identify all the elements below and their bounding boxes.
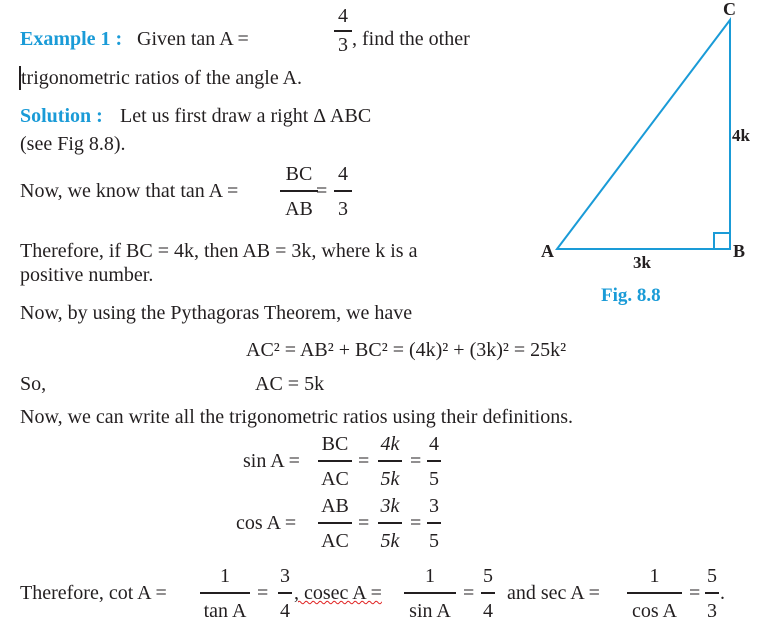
- right-angle-marker: [714, 233, 730, 249]
- figure-caption: Fig. 8.8: [601, 285, 661, 306]
- numerator: 4k: [380, 433, 400, 455]
- vertex-a-label: A: [541, 241, 554, 261]
- denominator: AB: [285, 198, 313, 220]
- numerator: BC: [285, 163, 313, 185]
- tan-text: Now, we know that tan A =: [20, 180, 239, 202]
- equals-sign: =: [358, 450, 370, 472]
- so-label: So,: [20, 373, 47, 395]
- numerator: 3k: [380, 495, 400, 517]
- side-bc-label: 4k: [732, 126, 750, 145]
- solution-line2: (see Fig 8.8).: [20, 133, 126, 155]
- equals-sign: =: [410, 512, 422, 534]
- denominator: sin A: [409, 600, 451, 622]
- numerator: 5: [707, 565, 717, 587]
- sec-label: and sec A =: [507, 582, 600, 604]
- vertex-b-label: B: [733, 241, 746, 261]
- cosec-label: , cosec A =: [294, 582, 382, 604]
- numerator: 1: [425, 565, 435, 587]
- example-line2: trigonometric ratios of the angle A.: [21, 67, 303, 89]
- numerator: 4: [338, 5, 348, 27]
- cos-label: cos A =: [236, 512, 297, 534]
- pythagoras-equation: AC² = AB² + BC² = (4k)² + (3k)² = 25k²: [246, 339, 567, 361]
- pythagoras-intro: Now, by using the Pythagoras Theorem, we have: [20, 302, 413, 324]
- denominator: cos A: [632, 600, 677, 622]
- ac-equation: AC = 5k: [255, 373, 325, 395]
- equals-sign: =: [410, 450, 422, 472]
- denominator: 5: [429, 530, 439, 552]
- numerator: 1: [649, 565, 660, 587]
- denominator: AC: [321, 530, 349, 552]
- side-ab-label: 3k: [633, 253, 651, 272]
- therefore-line1: Therefore, if BC = 4k, then AB = 3k, where k is a: [20, 240, 418, 262]
- example-text-after: , find the other: [352, 28, 470, 50]
- numerator: 3: [280, 565, 290, 587]
- equals-sign: =: [358, 512, 370, 534]
- numerator: BC: [321, 433, 349, 455]
- equals-sign: =: [463, 582, 475, 604]
- denominator: 3: [338, 198, 348, 220]
- definitions-text: Now, we can write all the trigonometric ratios using their definitions.: [20, 406, 574, 428]
- therefore-line2: positive number.: [20, 264, 154, 286]
- solution-label: Solution :: [20, 105, 103, 127]
- solution-text: Let us first draw a right Δ ABC: [120, 105, 372, 127]
- period: .: [720, 582, 725, 604]
- denominator: 3: [707, 600, 717, 622]
- final-prefix: Therefore, cot A =: [20, 582, 167, 604]
- example-label: Example 1 :: [20, 28, 123, 50]
- numerator: 4: [338, 163, 348, 185]
- equals-sign: =: [316, 180, 328, 202]
- numerator: 3: [429, 495, 439, 517]
- vertex-c-label: C: [723, 0, 736, 19]
- denominator: 3: [338, 34, 348, 56]
- denominator: tan A: [203, 600, 247, 622]
- equals-sign: =: [689, 582, 701, 604]
- sin-label: sin A =: [243, 450, 300, 472]
- triangle-abc: [557, 20, 730, 249]
- denominator: 5k: [380, 530, 400, 552]
- denominator: 5k: [380, 468, 400, 490]
- denominator: 4: [280, 600, 290, 622]
- numerator: 5: [483, 565, 493, 587]
- numerator: 1: [220, 565, 230, 587]
- numerator: AB: [321, 495, 349, 517]
- denominator: 4: [483, 600, 493, 622]
- example-text: Given tan A =: [137, 28, 249, 50]
- denominator: 5: [429, 468, 439, 490]
- denominator: AC: [321, 468, 349, 490]
- equals-sign: =: [257, 582, 269, 604]
- numerator: 4: [429, 433, 439, 455]
